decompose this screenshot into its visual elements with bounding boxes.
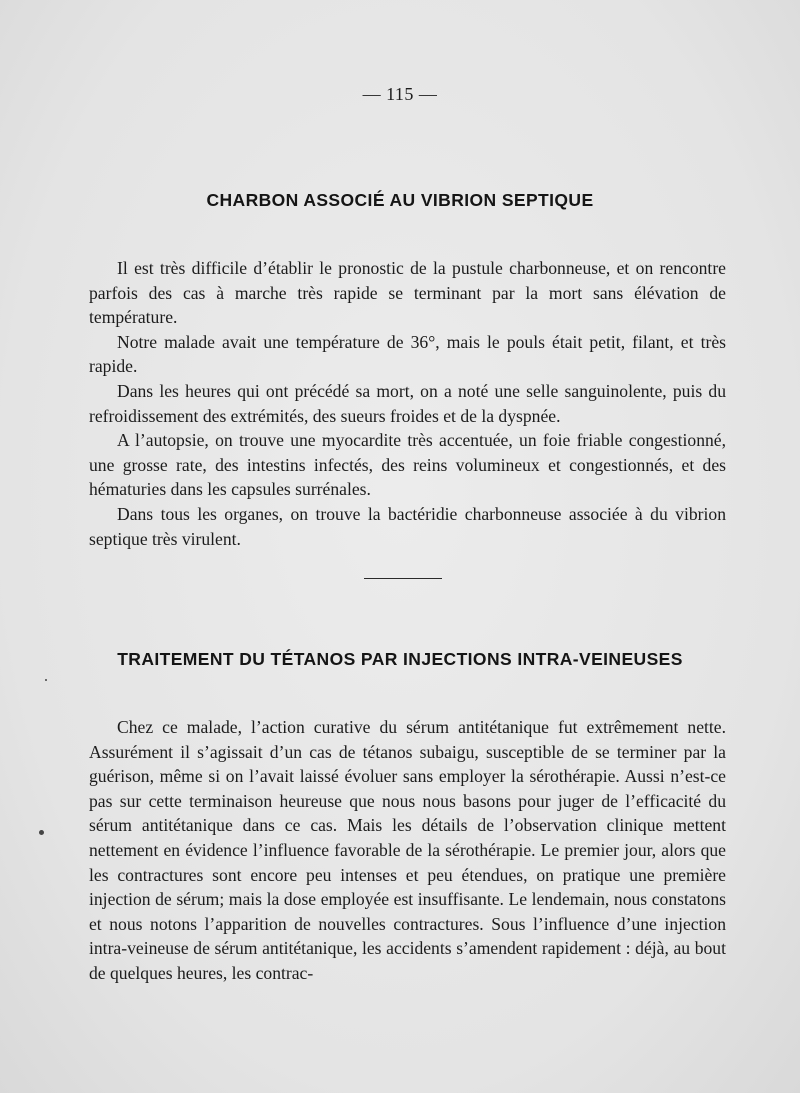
paragraph: Notre malade avait une température de 36°, mais le pouls était petit, filant, et très rapide. [89,331,726,377]
section-title-charbon: CHARBON ASSOCIÉ AU VIBRION SEPTIQUE [206,190,594,210]
section-body-charbon [89,256,726,551]
print-speck [45,679,47,681]
paragraph: A l’autopsie, on trouve une myocardite très accentuée, un foie friable congestionné, une grosse rate, des intestins infectés, des reins volumineux et congestionnés, et des hématuries dans les capsules surrénales. [89,430,726,500]
section-body-tetanos [89,715,726,986]
paragraph: Dans les heures qui ont précédé sa mort, on a noté une selle sanguinolente, puis du refroidissement des extrémités, des sueurs froides et de la dyspnée. [89,380,726,426]
print-speck [39,830,44,835]
section-divider [364,578,442,579]
section-title-tetanos: TRAITEMENT DU TÉTANOS PAR INJECTIONS INTRA-VEINEUSES [117,649,683,669]
paragraph: Chez ce malade, l’action curative du sérum antitétanique fut extrêmement nette. Assurément il s’agissait d’un cas de tétanos subaigu, susceptible de se terminer par la guérison, même si on l’avait laissé évoluer sans employer la sérothérapie. Aussi n’est-ce pas sur cette terminaison heureuse que nous nous basons pour juger de l’efficacité du sérum antitétanique dans ce cas. Mais les détails de l’observation clinique mettent nettement en évidence l’influence favorable de la sérothérapie. Le premier jour, alors que les contractures sont encore peu intenses et peu étendues, on pratique une première injection de sérum; mais la dose employée est insuffisante. Le lendemain, nous constatons et nous notons l’apparition de nouvelles contractures. Sous l’influence d’une injection intra-veineuse de sérum antitétanique, les accidents s’amendent rapidement : déjà, au bout de quelques heures, les contrac- [89,717,726,983]
page-number: — 115 — [362,84,438,104]
paragraph: Il est très difficile d’établir le pronostic de la pustule charbonneuse, et on rencontre parfois des cas à marche très rapide se terminant par la mort sans élévation de température. [89,258,726,328]
paragraph: Dans tous les organes, on trouve la bactéridie charbonneuse associée à du vibrion septique très virulent. [89,503,726,549]
